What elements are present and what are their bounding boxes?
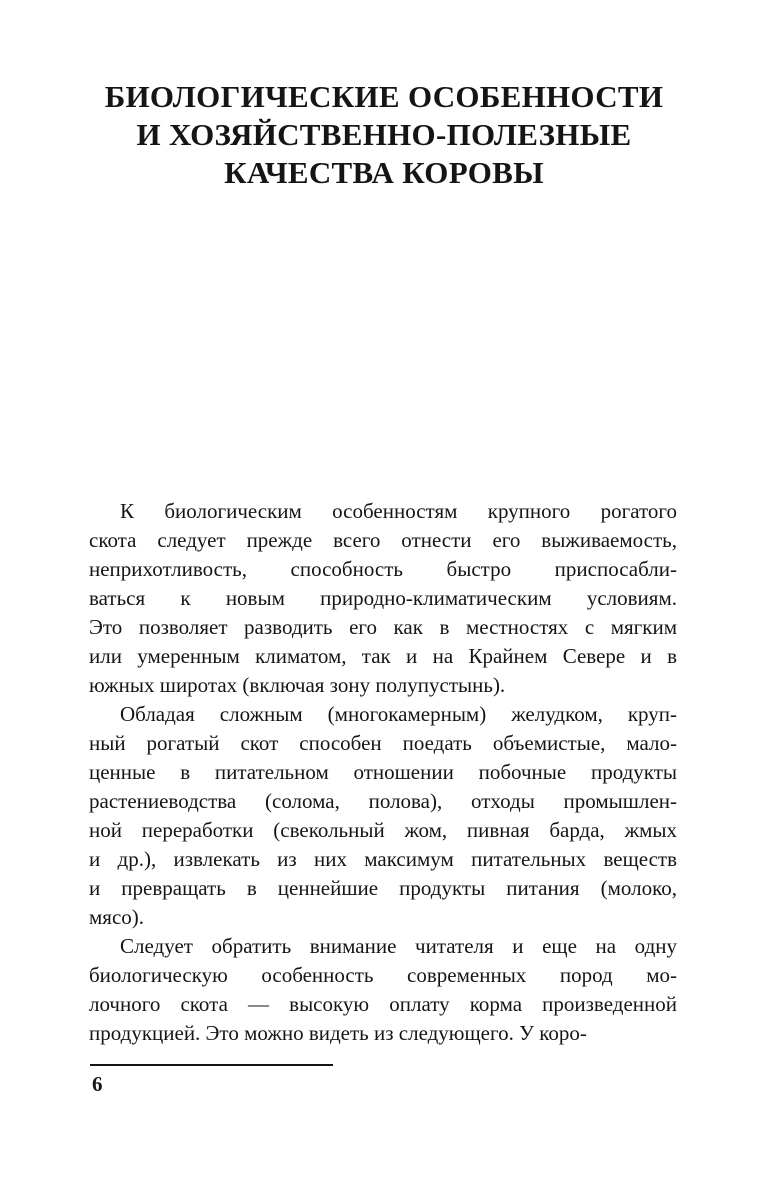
text-line: ный рогатый скот способен поедать объемистые, мало-	[89, 731, 677, 755]
page-number: 6	[92, 1072, 103, 1096]
text-line: ценные в питательном отношении побочные продукты	[89, 760, 677, 784]
text-line: мясо).	[89, 905, 145, 929]
chapter-title	[0, 78, 768, 192]
text-line: ной переработки (свекольный жом, пивная барда, жмых	[89, 818, 677, 842]
body-text	[89, 497, 677, 1048]
text-line: Это позволяет разводить его как в местностях с мягким	[89, 615, 677, 639]
paragraph	[89, 700, 677, 932]
text-line: К биологическим особенностям крупного рогатого	[120, 499, 677, 523]
footer-rule	[90, 1064, 333, 1066]
text-line: или умеренным климатом, так и на Крайнем Севере и в	[89, 644, 677, 668]
text-line: продукцией. Это можно видеть из следующего. У коро-	[89, 1021, 587, 1045]
text-line: и превращать в ценнейшие продукты питания (молоко,	[89, 876, 677, 900]
text-line: Обладая сложным (многокамерным) желудком, круп-	[120, 702, 677, 726]
text-line: скота следует прежде всего отнести его выживаемость,	[89, 528, 677, 552]
text-line: биологическую особенность современных пород мо-	[89, 963, 677, 987]
chapter-title-line-1: БИОЛОГИЧЕСКИЕ ОСОБЕННОСТИ	[104, 79, 664, 114]
text-line: неприхотливость, способность быстро приспосабли-	[89, 557, 677, 581]
chapter-title-line-2: И ХОЗЯЙСТВЕННО-ПОЛЕЗНЫЕ	[136, 117, 632, 152]
text-line: растениеводства (солома, полова), отходы промышлен-	[89, 789, 677, 813]
paragraph	[89, 497, 677, 700]
text-line: ваться к новым природно-климатическим условиям.	[89, 586, 677, 610]
paragraph	[89, 932, 677, 1048]
text-line: Следует обратить внимание читателя и еще на одну	[120, 934, 677, 958]
text-line: лочного скота — высокую оплату корма произведенной	[89, 992, 677, 1016]
text-line: и др.), извлекать из них максимум питательных веществ	[89, 847, 677, 871]
text-line: южных широтах (включая зону полупустынь).	[89, 673, 506, 697]
chapter-title-line-3: КАЧЕСТВА КОРОВЫ	[224, 155, 544, 190]
